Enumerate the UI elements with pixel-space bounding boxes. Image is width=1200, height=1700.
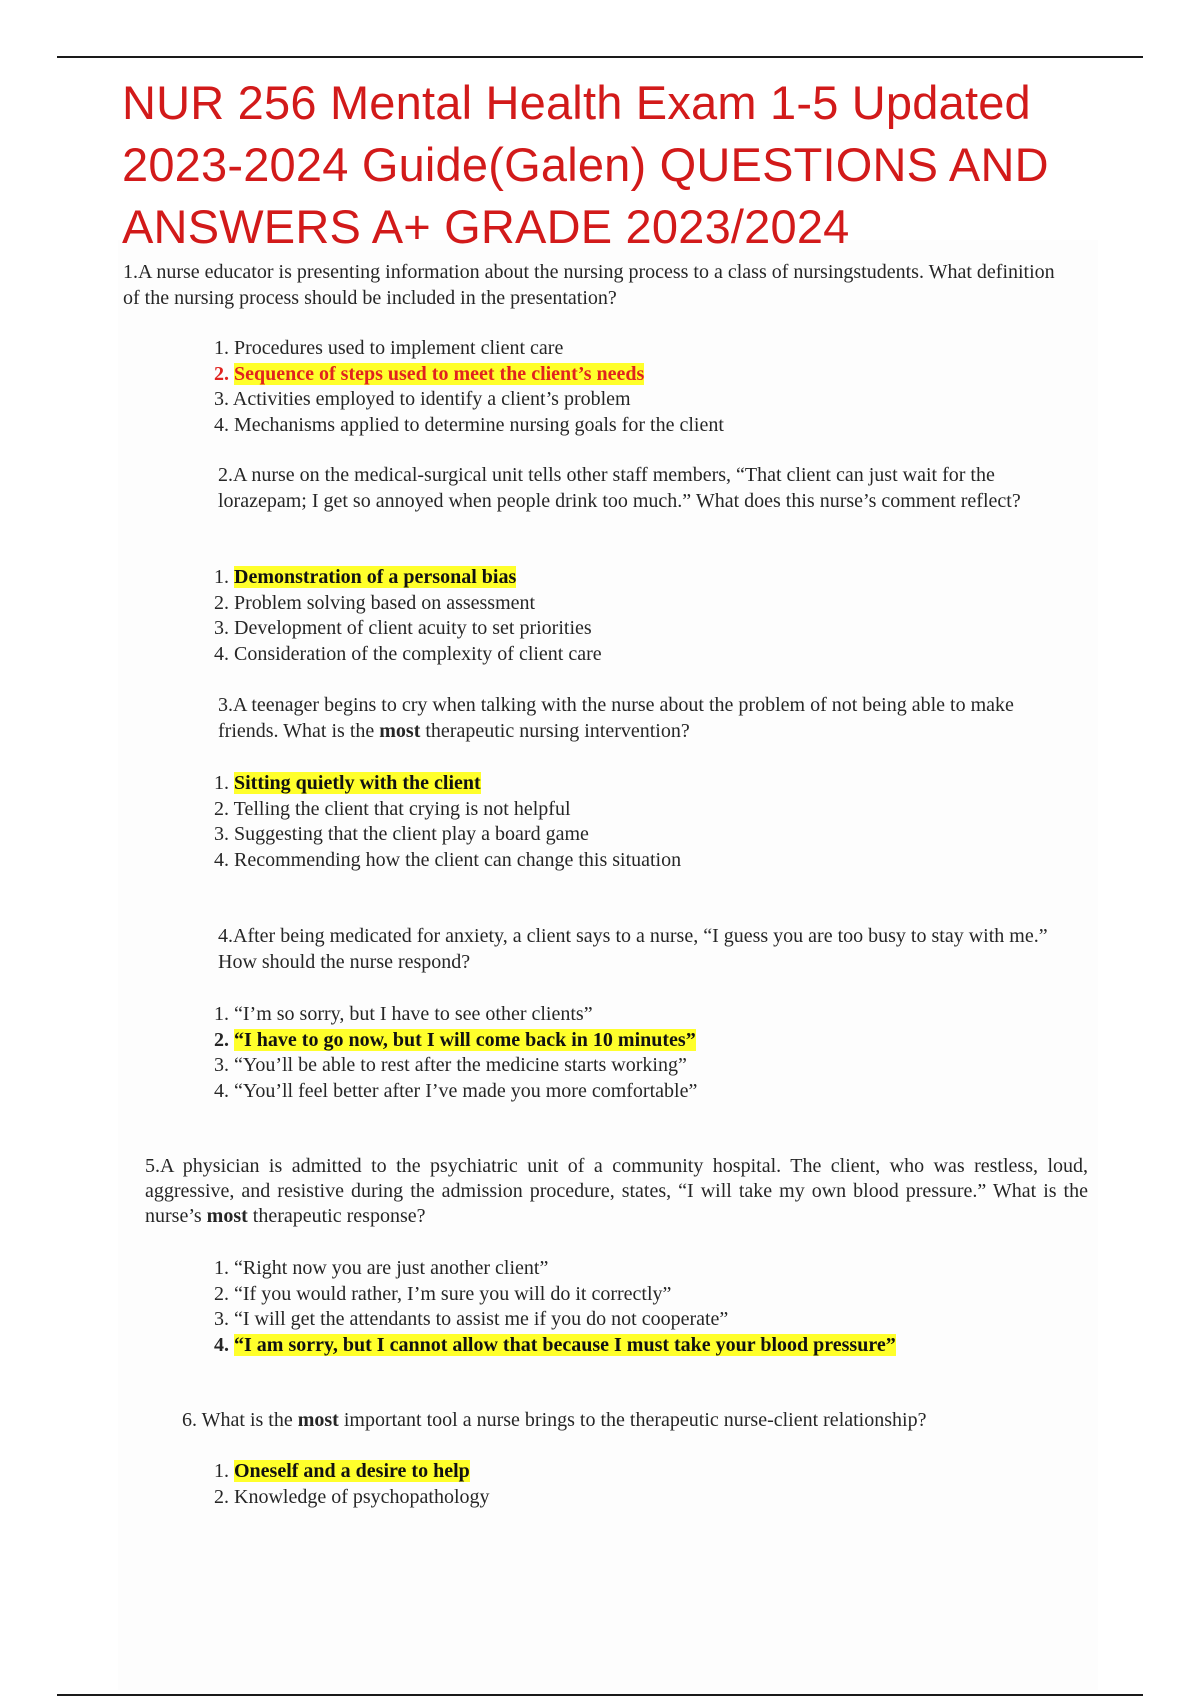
- list-item: 3. “You’ll be able to rest after the medicine starts working”: [214, 1054, 687, 1076]
- question-3-options: [214, 771, 681, 873]
- question-5-options: [214, 1256, 896, 1358]
- question-1-text: 1.A nurse educator is presenting information about the nursing process to a class of nursingstudents. What definition of the nursing process should be included in the presentation?: [123, 261, 1055, 309]
- list-item: 3. “I will get the attendants to assist me if you do not cooperate”: [214, 1308, 729, 1330]
- list-item: 1. “I’m so sorry, but I have to see other clients”: [214, 1003, 593, 1025]
- list-item: 3. Suggesting that the client play a board game: [214, 823, 589, 845]
- list-item: 2. Problem solving based on assessment: [214, 591, 536, 614]
- question-2-options: [214, 565, 602, 667]
- bottom-rule: [57, 1694, 1143, 1696]
- list-item: 4. Consideration of the complexity of client care: [214, 642, 602, 665]
- list-item: 3. Development of client acuity to set priorities: [214, 617, 592, 639]
- list-item: 2. Knowledge of psychopathology: [214, 1485, 490, 1508]
- correct-answer: 4. “I am sorry, but I cannot allow that because I must take your blood pressure”: [214, 1333, 896, 1356]
- correct-answer: 1. Oneself and a desire to help: [214, 1460, 470, 1482]
- correct-answer: 2. Sequence of steps used to meet the client’s needs: [214, 362, 645, 385]
- list-item: 1. Procedures used to implement client care: [214, 337, 564, 359]
- question-4-options: [214, 1002, 697, 1104]
- question-5-text: 5.A physician is admitted to the psychiatric unit of a community hospital. The client, who was restless, loud, aggressive, and resistive during the admission procedure, states, “I will take my own blood pressure.” What is the nurse’s most therapeutic response?: [145, 1155, 1088, 1227]
- list-item: 4. “You’ll feel better after I’ve made you more comfortable”: [214, 1079, 698, 1102]
- question-6-options: [214, 1459, 490, 1510]
- list-item: 3. Activities employed to identify a client’s problem: [214, 388, 631, 410]
- question-4-text: 4.After being medicated for anxiety, a client says to a nurse, “I guess you are too busy to stay with me.” How should the nurse respond?: [218, 925, 1048, 973]
- correct-answer: 2. “I have to go now, but I will come back in 10 minutes”: [214, 1028, 696, 1051]
- question-6-text: 6. What is the most important tool a nurse brings to the therapeutic nurse-client relationship?: [182, 1409, 927, 1431]
- question-3-text: 3.A teenager begins to cry when talking with the nurse about the problem of not being able to make friends. What is the most therapeutic nursing intervention?: [218, 694, 1014, 742]
- list-item: 4. Recommending how the client can change this situation: [214, 848, 682, 871]
- correct-answer: 1. Sitting quietly with the client: [214, 772, 481, 794]
- list-item: 2. Telling the client that crying is not helpful: [214, 797, 571, 820]
- correct-answer: 1. Demonstration of a personal bias: [214, 566, 517, 588]
- question-1-options: [214, 336, 724, 438]
- list-item: 1. “Right now you are just another client”: [214, 1257, 549, 1279]
- list-item: 2. “If you would rather, I’m sure you will do it correctly”: [214, 1282, 672, 1305]
- question-2-text: 2.A nurse on the medical-surgical unit tells other staff members, “That client can just wait for the lorazepam; I get so annoyed when people drink too much.” What does this nurse’s comment reflect?: [218, 464, 1021, 512]
- document-title: NUR 256 Mental Health Exam 1-5 Updated 2023-2024 Guide(Galen) QUESTIONS AND ANSWERS A+ GRADE 2023/2024: [122, 76, 1049, 253]
- top-rule: [57, 56, 1143, 58]
- list-item: 4. Mechanisms applied to determine nursing goals for the client: [214, 413, 724, 436]
